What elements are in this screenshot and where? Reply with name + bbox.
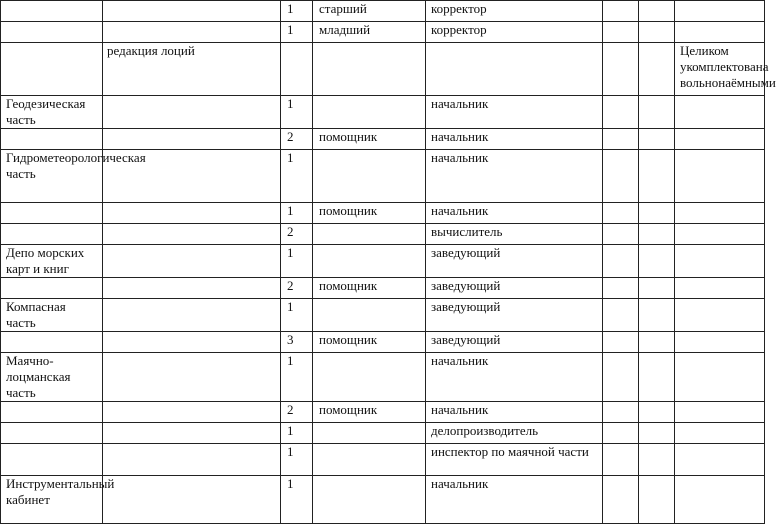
table-row: [1, 96, 765, 129]
cell-remark: [675, 129, 765, 150]
table-row: [1, 224, 765, 245]
cell-section-name: [1, 444, 103, 476]
cell-section-name: Гидрометеорологическая часть: [1, 150, 103, 203]
cell-position-rank: [313, 423, 426, 444]
cell-remark: [675, 299, 765, 332]
cell-section-name: Маячно-лоцманская часть: [1, 353, 103, 402]
table-row: [1, 129, 765, 150]
cell-blank-a: [603, 1, 639, 22]
cell-blank-b: [639, 299, 675, 332]
cell-blank-a: [603, 278, 639, 299]
cell-remark: [675, 203, 765, 224]
cell-subsection-name: редакция лоций: [103, 43, 281, 96]
cell-staff-count: 2: [281, 402, 313, 423]
cell-position-rank: младший: [313, 22, 426, 43]
cell-position-title: корректор: [426, 1, 603, 22]
table-body: [1, 1, 776, 524]
cell-remark: [675, 476, 765, 524]
table-row: [1, 203, 765, 224]
cell-position-rank: [313, 476, 426, 524]
cell-position-rank: [313, 245, 426, 278]
table-row: [1, 278, 765, 299]
cell-position-title: заведующий: [426, 299, 603, 332]
cell-position-rank: [313, 353, 426, 402]
cell-blank-b: [639, 423, 675, 444]
cell-section-name: Компасная часть: [1, 299, 103, 332]
cell-section-name: [1, 224, 103, 245]
cell-position-title: начальник: [426, 129, 603, 150]
cell-blank-a: [603, 332, 639, 353]
cell-section-name: Депо морских карт и книг: [1, 245, 103, 278]
cell-position-rank: [313, 150, 426, 203]
cell-section-name: [1, 129, 103, 150]
cell-section-name: [1, 203, 103, 224]
cell-blank-b: [639, 444, 675, 476]
cell-remark: [675, 245, 765, 278]
cell-section-name: Геодезическая часть: [1, 96, 103, 129]
cell-blank-a: [603, 129, 639, 150]
table-row: [1, 22, 765, 43]
cell-subsection-name: [103, 22, 281, 43]
cell-subsection-name: [103, 423, 281, 444]
cell-remark: [675, 150, 765, 203]
cell-subsection-name: [103, 224, 281, 245]
cell-position-rank: помощник: [313, 332, 426, 353]
cell-blank-a: [603, 224, 639, 245]
cell-position-rank: [313, 299, 426, 332]
cell-position-title: инспектор по маячной части: [426, 444, 603, 476]
cell-staff-count: 1: [281, 423, 313, 444]
table-row: [1, 332, 765, 353]
cell-position-rank: [313, 96, 426, 129]
cell-position-rank: [313, 43, 426, 96]
cell-blank-b: [639, 224, 675, 245]
cell-remark: Целиком укомплектована вольнонаёмными: [675, 43, 765, 96]
cell-staff-count: 1: [281, 22, 313, 43]
cell-position-title: корректор: [426, 22, 603, 43]
cell-position-rank: [313, 224, 426, 245]
table-row: [1, 1, 765, 22]
cell-section-name: [1, 423, 103, 444]
cell-staff-count: 3: [281, 332, 313, 353]
cell-remark: [675, 1, 765, 22]
cell-staff-count: 1: [281, 476, 313, 524]
cell-blank-b: [639, 402, 675, 423]
cell-subsection-name: [103, 129, 281, 150]
cell-staff-count: 2: [281, 224, 313, 245]
cell-blank-b: [639, 245, 675, 278]
cell-position-rank: помощник: [313, 203, 426, 224]
cell-blank-b: [639, 203, 675, 224]
cell-blank-b: [639, 43, 675, 96]
cell-subsection-name: [103, 96, 281, 129]
cell-section-name: Инструментальный кабинет: [1, 476, 103, 524]
cell-blank-a: [603, 299, 639, 332]
cell-remark: [675, 278, 765, 299]
cell-blank-a: [603, 245, 639, 278]
cell-blank-b: [639, 332, 675, 353]
cell-position-title: [426, 43, 603, 96]
cell-blank-a: [603, 203, 639, 224]
cell-position-title: начальник: [426, 150, 603, 203]
cell-blank-a: [603, 43, 639, 96]
cell-blank-a: [603, 353, 639, 402]
table-row: [1, 423, 765, 444]
table-row: [1, 353, 765, 402]
cell-position-title: начальник: [426, 96, 603, 129]
cell-blank-b: [639, 129, 675, 150]
cell-blank-a: [603, 476, 639, 524]
cell-remark: [675, 423, 765, 444]
cell-position-title: начальник: [426, 476, 603, 524]
table-row: [1, 299, 765, 332]
cell-position-title: начальник: [426, 402, 603, 423]
cell-remark: [675, 402, 765, 423]
cell-subsection-name: [103, 332, 281, 353]
cell-subsection-name: [103, 476, 281, 524]
cell-subsection-name: [103, 1, 281, 22]
cell-remark: [675, 224, 765, 245]
cell-blank-b: [639, 22, 675, 43]
cell-blank-b: [639, 1, 675, 22]
table-row: [1, 43, 765, 96]
cell-blank-b: [639, 278, 675, 299]
cell-staff-count: 1: [281, 150, 313, 203]
cell-position-title: начальник: [426, 203, 603, 224]
cell-position-rank: [313, 444, 426, 476]
cell-blank-a: [603, 22, 639, 43]
cell-position-rank: старший: [313, 1, 426, 22]
cell-position-title: заведующий: [426, 245, 603, 278]
table-row: [1, 402, 765, 423]
cell-blank-b: [639, 353, 675, 402]
cell-blank-a: [603, 444, 639, 476]
cell-remark: [675, 353, 765, 402]
table-row: [1, 444, 765, 476]
cell-position-title: заведующий: [426, 278, 603, 299]
cell-blank-a: [603, 423, 639, 444]
table-row: [1, 476, 765, 524]
cell-section-name: [1, 278, 103, 299]
cell-blank-b: [639, 476, 675, 524]
cell-staff-count: 1: [281, 203, 313, 224]
cell-subsection-name: [103, 203, 281, 224]
cell-blank-a: [603, 96, 639, 129]
cell-staff-count: 2: [281, 278, 313, 299]
cell-staff-count: 2: [281, 129, 313, 150]
cell-position-title: заведующий: [426, 332, 603, 353]
cell-section-name: [1, 43, 103, 96]
cell-remark: [675, 22, 765, 43]
cell-section-name: [1, 402, 103, 423]
cell-blank-b: [639, 96, 675, 129]
cell-subsection-name: [103, 245, 281, 278]
cell-blank-a: [603, 402, 639, 423]
cell-position-rank: помощник: [313, 129, 426, 150]
cell-section-name: [1, 1, 103, 22]
cell-staff-count: 1: [281, 444, 313, 476]
cell-section-name: [1, 22, 103, 43]
table-row: [1, 150, 765, 203]
cell-subsection-name: [103, 402, 281, 423]
cell-remark: [675, 96, 765, 129]
cell-position-title: начальник: [426, 353, 603, 402]
cell-blank-b: [639, 150, 675, 203]
cell-subsection-name: [103, 353, 281, 402]
table-row: [1, 245, 765, 278]
cell-staff-count: [281, 43, 313, 96]
cell-staff-count: 1: [281, 245, 313, 278]
cell-staff-count: 1: [281, 299, 313, 332]
cell-staff-count: 1: [281, 1, 313, 22]
cell-staff-count: 1: [281, 353, 313, 402]
cell-position-title: вычислитель: [426, 224, 603, 245]
cell-position-title: делопроизводитель: [426, 423, 603, 444]
cell-position-rank: помощник: [313, 402, 426, 423]
cell-blank-a: [603, 150, 639, 203]
cell-position-rank: помощник: [313, 278, 426, 299]
cell-subsection-name: [103, 278, 281, 299]
cell-remark: [675, 444, 765, 476]
cell-section-name: [1, 332, 103, 353]
cell-subsection-name: [103, 299, 281, 332]
cell-remark: [675, 332, 765, 353]
cell-staff-count: 1: [281, 96, 313, 129]
cell-subsection-name: [103, 444, 281, 476]
